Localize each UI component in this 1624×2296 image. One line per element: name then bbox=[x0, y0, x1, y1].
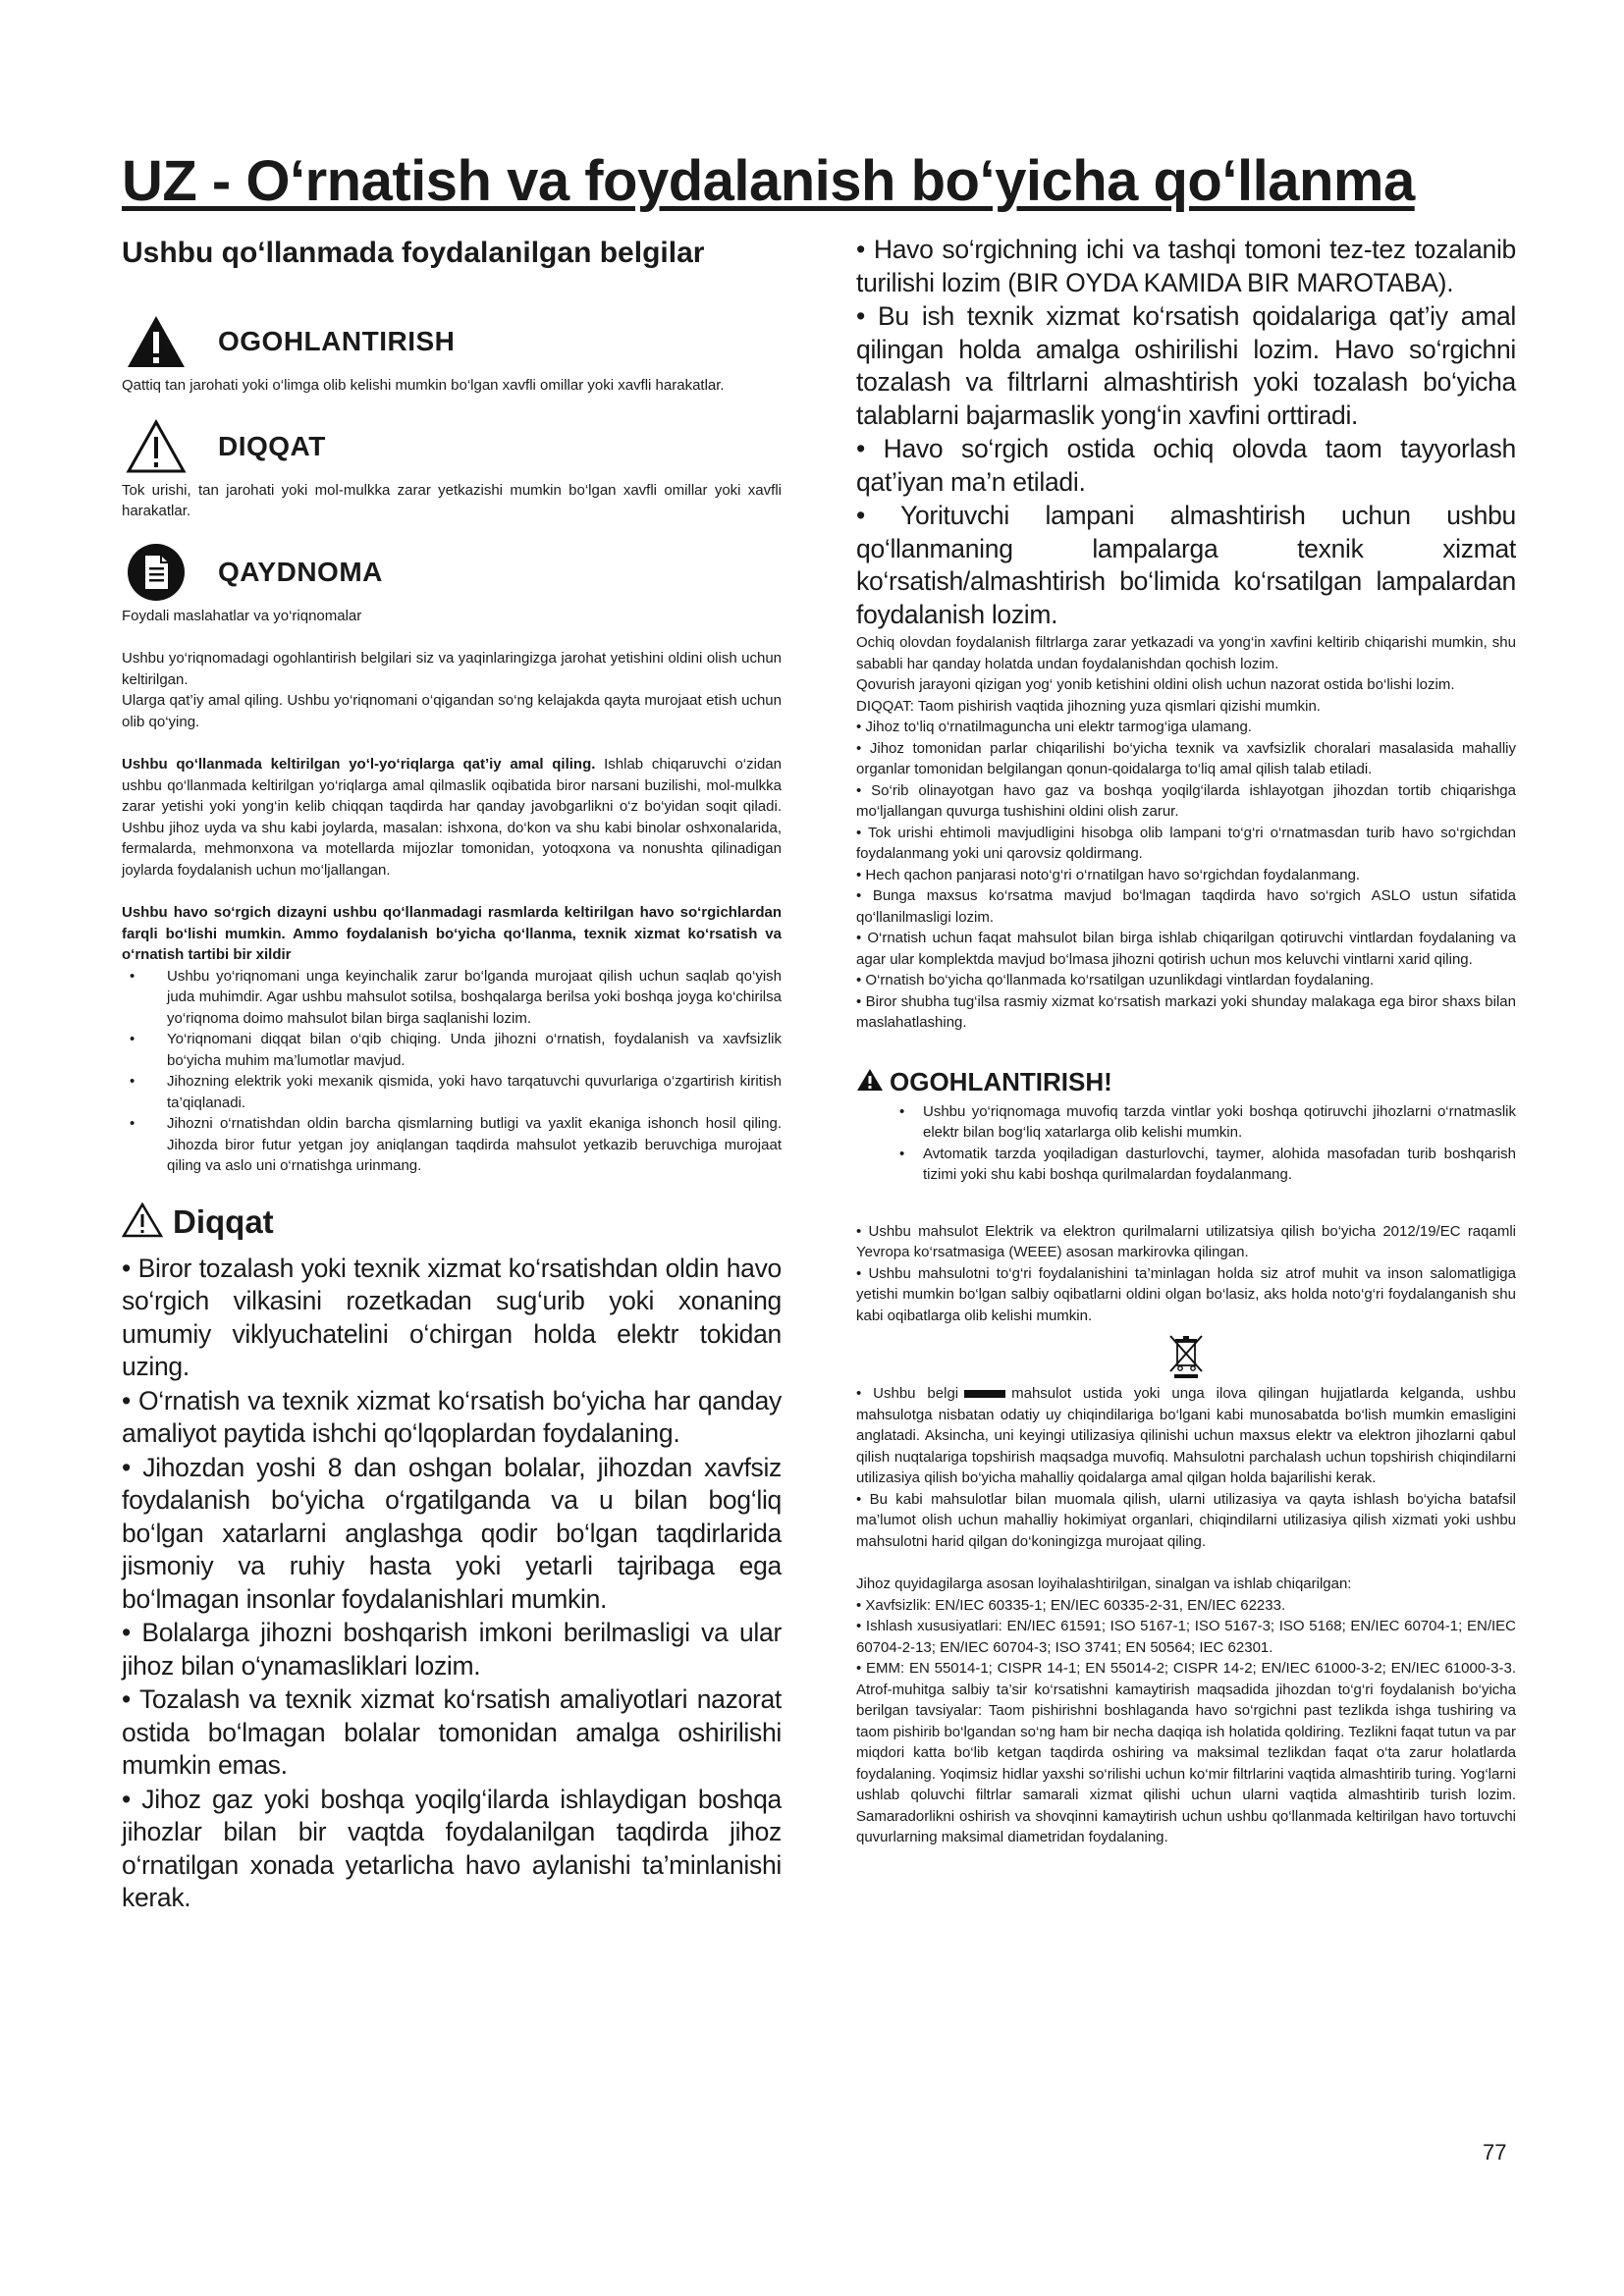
design-note bbox=[122, 902, 782, 966]
safety-list bbox=[856, 234, 1516, 631]
intro-para-1: Ushbu yo‘riqnomadagi ogohlantirish belgilari siz va yaqinlaringizga jarohat yetishini oldini olish uchun keltirilgan. bbox=[122, 650, 782, 688]
warning-symbol-row bbox=[122, 312, 782, 371]
warning2-header bbox=[856, 1067, 1516, 1097]
caution-symbol-row bbox=[122, 417, 782, 476]
safety-note: • Biror shubha tug‘ilsa rasmiy xizmat ko‘rsatish markazi yoki shunday malakaga ega biror shaxs bilan maslahatlashing. bbox=[856, 992, 1516, 1031]
caution-desc: Tok urishi, tan jarohati yoki mol-mulkka zarar yetkazishi mumkin bo‘lgan xavfli omillar yoki xavfli harakatlar. bbox=[122, 482, 782, 519]
note-desc: Foydali maslahatlar va yo‘riqnomalar bbox=[122, 608, 362, 624]
safety-note: • So‘rib olinayotgan havo gaz va boshqa yoqilg‘ilarda ishlayotgan jihozdan tortib chiqarishga mo‘ljallangan quvurga tushishini oldini olish zarur. bbox=[856, 781, 1516, 820]
standards-emc: • EMM: EN 55014-1; CISPR 14-1; EN 55014-2; CISPR 14-2; EN/IEC 61000-3-2; EN/IEC 61000-3-3. Atrof-muhitga salbiy ta’sir ko‘rsatishni kamaytirish maqsadida jihozdan to‘g‘ri foydalanish bo‘yicha berilgan tavsiyalar: Taom pishirishni boshlaganda havo so‘rgichni past tezlikda ishga tushiring va taom pishirib bo‘lgandan so‘ng ham bir necha daqiqa ish holatida qoldiring. Tezlikni faqat tutun va par miqdori katta bo‘lib ketgan taqdirda oshiring va maksimal tezlikdan faqat o‘ta zarur holatlarda foydalaning. Yoqimsiz hidlar yaxshi so‘rilishi uchun ko‘mir filtrlarini vaqtida almashtirib turing. Yog‘larni ushlab qoluvchi filtrlar samarali xizmat qilishi uchun ularni vaqtida almashtirib turish lozim. Samaradorlikni oshirish va shovqinni kamaytirish uchun ushbu qo‘llanmada keltirilgan havo tortuvchi quvurlarning maksimal diametridan foydalaning. bbox=[856, 1660, 1516, 1845]
design-note-bold: Ushbu havo so‘rgich dizayni ushbu qo‘llanmadagi rasmlarda keltirilgan havo so‘rgichlardan farqli bo‘lishi mumkin. Ammo foydalanish bo‘yicha qo‘llanma, texnik xizmat ko‘rsatish va o‘rnatish tartibi bir xildir bbox=[122, 904, 782, 963]
warning2-title: OGOHLANTIRISH! bbox=[890, 1066, 1112, 1096]
list-item: • Yo‘riqnomani diqqat bilan o‘qib chiqing. Unda jihozni o‘rnatish, foydalanish va xavfsizlik bo‘yicha muhim ma’lumotlar mavjud. bbox=[122, 1029, 782, 1071]
list-item: • Yorituvchi lampani almashtirish uchun ushbu qo‘llanmaning lampalarga texnik xizmat ko‘rsatish/almashtirish bo‘limida ko‘rsatilgan lampalardan foydalanish lozim. bbox=[856, 501, 1516, 629]
caution-outline-icon bbox=[122, 1202, 163, 1243]
right-column bbox=[856, 234, 1516, 1848]
instruction-list bbox=[122, 966, 782, 1177]
warning-title: OGOHLANTIRISH bbox=[218, 326, 456, 356]
caution-outline-icon bbox=[122, 417, 190, 476]
list-item: • Biror tozalash yoki texnik xizmat ko‘rsatishdan oldin havo so‘rgich vilkasini rozetkadan sug‘urib yoki xonaning umumiy viklyuchatelini o‘chirgan holda elektr tokidan uzing. bbox=[122, 1253, 782, 1381]
safety-note: Qovurish jarayoni qizigan yog‘ yonib ketishini oldini olish uchun nazorat ostida bo‘lishi lozim. bbox=[856, 676, 1455, 693]
list-item: • Bolalarga jihozni boshqarish imkoni berilmasligi va ular jihoz bilan o‘ynamasliklari lozim. bbox=[122, 1618, 782, 1681]
caution-title: DIQQAT bbox=[218, 431, 326, 461]
note-title: QAYDNOMA bbox=[218, 557, 383, 587]
standards-safety: • Xavfsizlik: EN/IEC 60335-1; EN/IEC 60335-2-31, EN/IEC 62233. bbox=[856, 1596, 1286, 1614]
list-item: • Havo so‘rgich ostida ochiq olovda taom tayyorlash qat’iyan ma’n etiladi. bbox=[856, 434, 1516, 497]
left-column bbox=[122, 234, 782, 1916]
safety-note: • Bunga maxsus ko‘rsatma mavjud bo‘lmagan taqdirda havo so‘rgich ASLO ustun sifatida qo‘llanilmasligi lozim. bbox=[856, 887, 1516, 926]
weee-para-3-pre: • Ushbu belgi bbox=[856, 1385, 959, 1402]
list-item: • Jihozning elektrik yoki mexanik qismida, yoki havo tarqatuvchi quvurlariga o‘zgartirish kiritish ta’qiqlanadi. bbox=[122, 1071, 782, 1113]
list-item: • Jihozdan yoshi 8 dan oshgan bolalar, jihozdan xavfsiz foydalanish bo‘yicha o‘rgatilganda va u bilan bog‘liq bo‘lgan xatarlarni anglashga qodir bo‘lgan taqdirlarida jismoniy va ruhiy hasta yoki yetarli tajribaga ega bo‘lmagan insonlar foydalanishlari mumkin. bbox=[122, 1452, 782, 1614]
weee-para-4: • Bu kabi mahsulotlar bilan muomala qilish, ularni utilizasiya va qayta ishlash bo‘yicha batafsil ma’lumot olish uchun mahalliy hokimiyat organlari, chiqindilarni utilizasiya qilish xizmati yoki ushbu mahsulotni harid qilgan do‘koningizga murojaat qiling. bbox=[856, 1490, 1516, 1550]
list-item: • Avtomatik tarzda yoqiladigan dasturlovchi, taymer, alohida masofadan turib boshqarish tizimi yoki shu kabi boshqa qurilmalardan foydalanmang. bbox=[895, 1144, 1516, 1186]
intro-para-3-rest: Ishlab chiqaruvchi o‘zidan ushbu qo‘llanmada keltirilgan yo‘riqlarga amal qilmaslik oqibatida biror narsani buzilishi, mol-mulkka zarar yetishi yoki yong‘in kelib chiqqan taqdirda har qanday javobgarlikni o‘z bo‘yidan soqit qiladi. Ushbu jihoz uyda va shu kabi joylarda, masalan: ishxona, do‘kon va shu kabi binolar oshxonalarida, fermalarda, mehmonxona va motellarda mijozlar tomonidan, yotoqxona va nonushta qilinadigan joylarda foydalanish uchun mo‘ljallangan. bbox=[122, 756, 782, 879]
weee-para-1: • Ushbu mahsulot Elektrik va elektron qurilmalarni utilizatsiya qilish bo‘yicha 2012/19/EC raqamli Yevropa ko‘rsatmasiga (WEEE) asosan markirovka qilingan. bbox=[856, 1222, 1516, 1260]
safety-note: DIQQAT: Taom pishirish vaqtida jihozning yuza qismlari qizishi mumkin. bbox=[856, 697, 1321, 715]
list-item: • Ushbu yo‘riqnomani unga keyinchalik zarur bo‘lganda murojaat qilish uchun saqlab qo‘yish juda muhimdir. Agar ushbu mahsulot sotilsa, boshqalarga berilsa yoki boshqa joyga ko‘chirilsa yo‘riqnoma doimo mahsulot bilan birga saqlanishi lozim. bbox=[122, 966, 782, 1030]
black-bar-icon bbox=[964, 1390, 1005, 1398]
safety-note: • Jihoz tomonidan parlar chiqarilishi bo‘yicha texnik va xavfsizlik choralari masalasida mahalliy organlar tomonidan belgilangan qonun-qoidalarga to‘liq amal qilish talab etiladi. bbox=[856, 739, 1516, 777]
safety-note: • Tok urishi ehtimoli mavjudligini hisobga olib lampani to‘g‘ri o‘rnatmasdan turib havo so‘rgichdan foydalanmang yoki uni qarovsiz qoldirmang. bbox=[856, 824, 1516, 862]
list-item: • Havo so‘rgichning ichi va tashqi tomoni tez-tez tozalanib turilishi lozim (BIR OYDA KAMIDA BIR MAROTABA). bbox=[856, 235, 1516, 297]
weee-para-3 bbox=[856, 1383, 1516, 1489]
intro-para-3-bold: Ushbu qo‘llanmada keltirilgan yo‘l-yo‘riqlarga qat’iy amal qiling. bbox=[122, 756, 596, 773]
note-document-icon bbox=[122, 543, 190, 602]
safety-note: Ochiq olovdan foydalanish filtrlarga zarar yetkazadi va yong‘in xavfini keltirib chiqarishi mumkin, shu sababli har qanday holatda undan foydalanishdan qochish lozim. bbox=[856, 634, 1516, 672]
weee-para-3-post: mahsulot ustida yoki unga ilova qilingan hujjatlarda kelganda, ushbu mahsulotga nisbatan odatiy uy chiqindilariga bo‘lgani kabi munosabatda bo‘lish mumkin emasligini anglatadi. Aksincha, uni keyingi utilizasiya qilinishi uchun maxsus elektr va elektron jihozlarni qabul qilish nuqtalariga topshirish maqsadga muvofiq. Mahsulotni parchalash uchun topshirish chiqindilarni utilizasiya qilish bo‘yicha mahalliy qoidalarga amal qilgan holda bajarilishi kerak. bbox=[856, 1385, 1516, 1486]
list-item: • Jihozni o‘rnatishdan oldin barcha qismlarning butligi va yaxlit ekaniga ishonch hosil qiling. Jihozda biror futur yetgan joy aniqlangan taqdirda mahsulot yetkazib beruvchiga murojaat qiling va aslo uni o‘rnatishga urinmang. bbox=[122, 1113, 782, 1177]
safety-notes bbox=[856, 632, 1516, 1034]
warning2-list bbox=[895, 1101, 1516, 1186]
safety-note: • O‘rnatish bo‘yicha qo‘llanmada ko‘rsatilgan uzunlikdagi vintlardan foydalaning. bbox=[856, 972, 1375, 988]
note-symbol-row bbox=[122, 543, 782, 602]
intro-para-2: Ularga qat’iy amal qiling. Ushbu yo‘riqnomani o‘qigandan so‘ng kelajakda qayta murojaat etish uchun olib qo‘ying. bbox=[122, 692, 782, 730]
warning-filled-icon bbox=[856, 1068, 884, 1096]
diqqat-title: Diqqat bbox=[173, 1203, 274, 1240]
safety-note: • O‘rnatish uchun faqat mahsulot bilan birga ishlab chiqarilgan qotiruvchi vintlardan foydalaning va agar ular komplektda mavjud bo‘lmasa jihozni qotirish uchun mos keluvchi vintlarni xarid qiling. bbox=[856, 930, 1516, 968]
diqqat-list bbox=[122, 1253, 782, 1915]
page-number: 77 bbox=[1483, 2140, 1507, 2164]
safety-note: • Jihoz to‘liq o‘rnatilmaguncha uni elektr tarmog‘iga ulamang. bbox=[856, 719, 1252, 735]
diqqat-header bbox=[122, 1202, 782, 1243]
crossed-bin-icon bbox=[1166, 1330, 1206, 1379]
safety-note: • Hech qachon panjarasi noto‘g‘ri o‘rnatilgan havo so‘rgichdan foydalanmang. bbox=[856, 866, 1361, 883]
list-item: • Jihoz gaz yoki boshqa yoqilg‘ilarda ishlaydigan boshqa jihozlar bilan bir vaqtda foydalanilgan taqdirda jihoz o‘rnatilgan xonada yetarlicha havo aylanishi ta’minlanishi kerak. bbox=[122, 1784, 782, 1912]
intro-para-3 bbox=[122, 754, 782, 881]
weee-para-2: • Ushbu mahsulotni to‘g‘ri foydalanishini ta’minlagan holda siz atrof muhit va inson salomatligiga yetishi mumkin bo‘lgan salbiy oqibatlarni oldini olgan bo‘lasiz, aks holda noto‘g‘ri foydalanganish shu kabi oqibatlarga olib kelishi mumkin. bbox=[856, 1264, 1516, 1324]
list-item: • O‘rnatish va texnik xizmat ko‘rsatish bo‘yicha har qanday amaliyot paytida ishchi qo‘lqoplardan foydalaning. bbox=[122, 1385, 782, 1448]
warning-desc: Qattiq tan jarohati yoki o‘limga olib kelishi mumkin bo‘lgan xavfli omillar yoki xavfli harakatlar. bbox=[122, 377, 725, 394]
standards-intro: Jihoz quyidagilarga asosan loyihalashtirilgan, sinalgan va ishlab chiqarilgan: bbox=[856, 1575, 1352, 1592]
warning-filled-icon bbox=[122, 312, 190, 371]
list-item: • Ushbu yo‘riqnomaga muvofiq tarzda vintlar yoki boshqa qotiruvchi jihozlarni o‘rnatmaslik elektr bilan bog‘liq xatarlarga olib kelishi mumkin. bbox=[895, 1101, 1516, 1144]
list-item: • Tozalash va texnik xizmat ko‘rsatish amaliyotlari nazorat ostida bo‘lmagan bolalar tomonidan amalga oshirilishi mumkin emas. bbox=[122, 1684, 782, 1780]
symbols-heading: Ushbu qo‘llanmada foydalanilgan belgilar bbox=[122, 237, 705, 269]
page-title: UZ - O‘rnatish va foydalanish bo‘yicha qo‘llanma bbox=[122, 149, 1415, 213]
list-item: • Bu ish texnik xizmat ko‘rsatish qoidalariga qat’iy amal qilingan holda amalga oshirilishi lozim. Havo so‘rgichni tozalash va filtrlarni almashtirish yoki tozalash bo‘yicha talablarni bajarmaslik yong‘in xavfini orttiradi. bbox=[856, 301, 1516, 430]
standards-performance: • Ishlash xususiyatlari: EN/IEC 61591; ISO 5167-1; ISO 5167-3; ISO 5168; EN/IEC 60704-1; EN/IEC 60704-2-13; EN/IEC 60704-3; ISO 3741; EN 50564; IEC 62301. bbox=[856, 1618, 1516, 1656]
